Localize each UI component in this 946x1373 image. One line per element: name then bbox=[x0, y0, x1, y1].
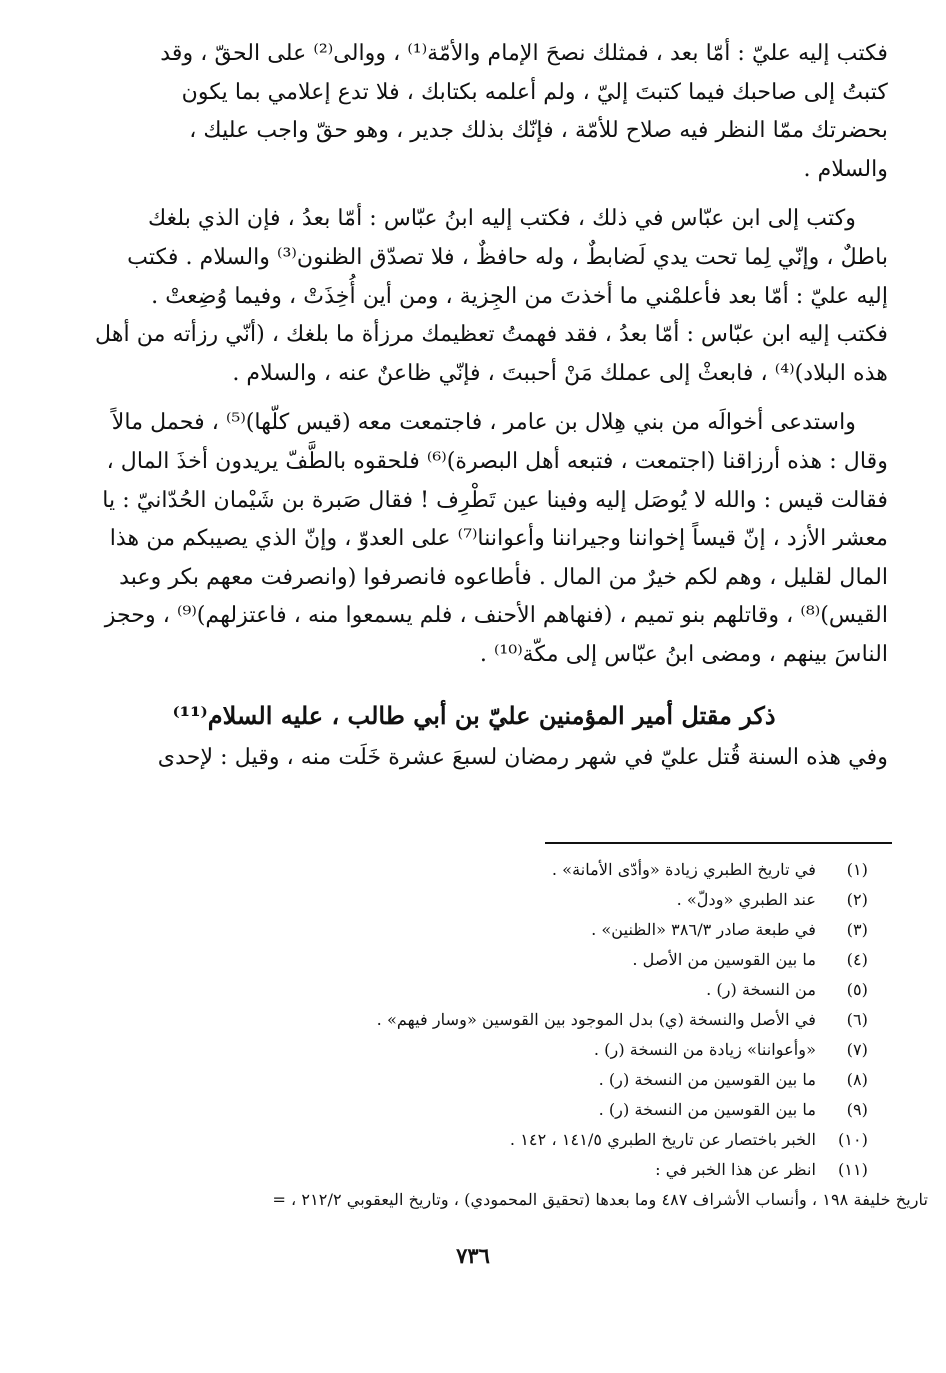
footnote-separator bbox=[545, 842, 892, 844]
footnote-number: (١١) bbox=[837, 1160, 868, 1179]
footnote-text: في طبعة صادر ٣٨٦/٣ «الظنين» . bbox=[591, 920, 816, 939]
footnote bbox=[80, 1005, 868, 1035]
footnote-text: ما بين القوسين من النسخة (ر) . bbox=[598, 1070, 816, 1089]
footnote bbox=[80, 975, 868, 1005]
footnote bbox=[80, 1095, 868, 1125]
footnote bbox=[80, 855, 868, 885]
footnotes bbox=[80, 855, 928, 1215]
footnote-text: في تاريخ الطبري زيادة «وأدّى الأمانة» . bbox=[551, 860, 816, 879]
main-text bbox=[60, 34, 888, 776]
footnote-number: (٢) bbox=[846, 890, 868, 909]
footnote bbox=[80, 915, 868, 945]
section-heading: ذكر مقتل أمير المؤمنين عليّ بن أبي طالب ، عليه السلام⁽¹¹⁾ bbox=[172, 700, 776, 730]
footnote-number: (٣) bbox=[846, 920, 868, 939]
footnote-text: عند الطبري «ودلّ» . bbox=[676, 890, 816, 909]
footnote-number: (٤) bbox=[846, 950, 868, 969]
footnote-continuation: تاريخ خليفة ١٩٨ ، وأنساب الأشراف ٤٨٧ وما بعدها (تحقيق المحمودي) ، وتاريخ اليعقوبي ٢١٢/٢ ، = bbox=[272, 1190, 928, 1209]
footnote-number: (١) bbox=[846, 860, 868, 879]
footnote-number: (٩) bbox=[846, 1100, 868, 1119]
footnote-number: (٧) bbox=[846, 1040, 868, 1059]
footnote-text: من النسخة (ر) . bbox=[706, 980, 816, 999]
footnote bbox=[80, 1125, 868, 1155]
footnote-text: انظر عن هذا الخبر في : bbox=[655, 1160, 816, 1179]
paragraph: وكتب إلى ابن عبّاس في ذلك ، فكتب إليه ابنُ عبّاس : أمّا بعدُ ، فإن الذي بلغك باطلٌ ، وإنّي لِما تحت يدي لَضابطٌ ، وله حافظٌ ، فلا تصدّق الظنون⁽³⁾ والسلام . فكتب إليه عليّ : أمّا بعد فأعلمْني ما أخذتَ من الجِزية ، ومن أين أُخِذَتْ ، وفيما وُضِعتْ . فكتب إليه ابن عبّاس : أمّا بعدُ ، فقد فهمتُ تعظيمك مرزأة ما بلغك ، (أنّي رزأته من أهل هذه البلاد)⁽⁴⁾ ، فابعثْ إلى عملك مَنْ أحببتَ ، فإنّي ظاعنٌ عنه ، والسلام . bbox=[95, 205, 888, 386]
paragraph: فكتب إليه عليّ : أمّا بعد ، فمثلك نصحَ الإمام والأمّة⁽¹⁾ ، ووالى⁽²⁾ على الحقّ ، وقد كتبتُ إلى صاحبك فيما كتبتَ إليّ ، ولم أعلمه بكتابك ، فلا تدع إعلامي بما يكون بحضرتك ممّا النظر فيه صلاح للأمّة ، فإنّك بذلك جدير ، وهو حقّ واجب عليك ، والسلام . bbox=[160, 40, 888, 182]
footnote-text: الخبر باختصار عن تاريخ الطبري ١٤١/٥ ، ١٤٢ . bbox=[509, 1130, 816, 1149]
footnote bbox=[80, 1065, 868, 1095]
footnote-text: «وأعواننا» زيادة من النسخة (ر) . bbox=[593, 1040, 816, 1059]
paragraph: واستدعى أخوالَه من بني هِلال بن عامر ، فاجتمعت معه (قيس كلّها)⁽⁵⁾ ، فحمل مالاً وقال : هذه أرزاقنا (اجتمعت ، فتبعه أهل البصرة)⁽⁶⁾ فلحقوه بالطَّفّ يريدون أخذَ المال ، فقالت قيس : والله لا يُوصَل إليه وفينا عين تَطْرِف ! فقال صَبرة بن شَيْمان الحُدّانيّ : يا معشر الأزد ، إنّ قيساً إخواننا وجيراننا وأعواننا⁽⁷⁾ على العدوّ ، وإنّ الذي يصيبكم من هذا المال لقليل ، وهم لكم خيرٌ من المال . فأطاعوه فانصرفوا (وانصرفت معهم بكر وعبد القيس)⁽⁸⁾ ، وقاتلهم بنو تميم ، (فنهاهم الأحنف ، فلم يسمعوا منه ، فاعتزلهم)⁽⁹⁾ ، وحجز الناسَ بينهم ، ومضى ابنُ عبّاس إلى مكّة⁽¹⁰⁾ . bbox=[102, 409, 888, 667]
page-number: ٧٣٦ bbox=[456, 1243, 490, 1268]
footnote bbox=[80, 885, 868, 915]
footnote-number: (٦) bbox=[846, 1010, 868, 1029]
footnote-number: (٨) bbox=[846, 1070, 868, 1089]
footnote bbox=[80, 1035, 868, 1065]
footnote-text: ما بين القوسين من النسخة (ر) . bbox=[598, 1100, 816, 1119]
footnote bbox=[80, 1155, 868, 1185]
footnote-number: (١٠) bbox=[837, 1130, 868, 1149]
section-lead-line: وفي هذه السنة قُتل عليّ في شهر رمضان لسبعَ عشرة خَلَت منه ، وقيل : لإحدى bbox=[157, 743, 888, 770]
footnote bbox=[80, 945, 868, 975]
footnote-text: في الأصل والنسخة (ي) بدل الموجود بين القوسين «وسار فيهم» . bbox=[376, 1010, 816, 1029]
footnote-number: (٥) bbox=[846, 980, 868, 999]
footnote-text: ما بين القوسين من الأصل . bbox=[632, 950, 816, 969]
